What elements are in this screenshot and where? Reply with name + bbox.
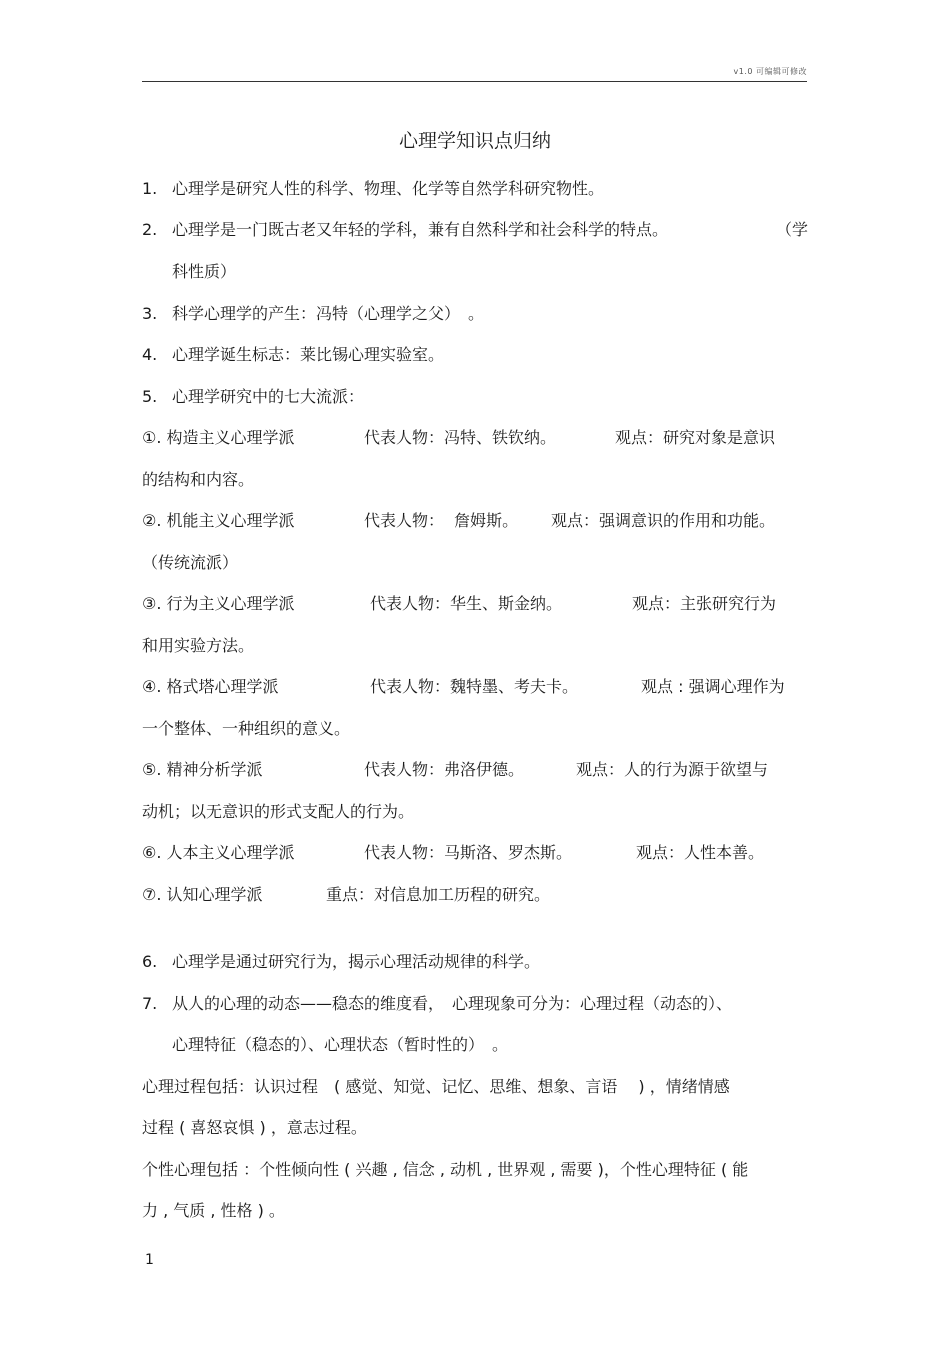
school-viewpoint: 观点：研究对象是意识: [615, 428, 776, 447]
item-text: 科学心理学的产生：冯特（心理学之父） 。: [172, 304, 485, 323]
school-viewpoint: 观点：强调意识的作用和功能。: [551, 511, 776, 530]
school-name: ③. 行为主义心理学派: [142, 594, 295, 613]
school-representatives: 代表人物：冯特、铁钦纳。: [364, 428, 557, 447]
item-number: 3.: [142, 304, 158, 323]
item-text: 心理学诞生标志：莱比锡心理实验室。: [172, 345, 445, 364]
school-viewpoint-cont: 的结构和内容。: [142, 470, 255, 489]
header-version-label: v1.0 可编辑可修改: [733, 67, 807, 76]
item-text: 心理学是研究人性的科学、物理、化学等自然学科研究物性。: [172, 179, 605, 198]
paragraph-line: 力 , 气质 , 性格 ) 。: [142, 1201, 285, 1220]
school-name: ⑦. 认知心理学派: [142, 885, 263, 904]
school-viewpoint-cont: 一个整体、一种组织的意义。: [142, 719, 351, 738]
school-representatives: 代表人物： 詹姆斯。: [364, 511, 519, 530]
school-viewpoint-cont: 动机；以无意识的形式支配人的行为。: [142, 802, 415, 821]
item-number: 4.: [142, 345, 158, 364]
item-number: 6.: [142, 952, 158, 971]
paragraph-line: 过程 ( 喜怒哀惧 ) ，意志过程。: [142, 1118, 367, 1137]
school-representatives: 代表人物：马斯洛、罗杰斯。: [364, 843, 573, 862]
header-rule: [142, 81, 807, 82]
school-name: ②. 机能主义心理学派: [142, 511, 295, 530]
item-number: 7.: [142, 994, 158, 1013]
school-focus: 重点：对信息加工历程的研究。: [326, 885, 551, 904]
item-text: 心理学是一门既古老又年轻的学科，兼有自然科学和社会科学的特点。: [172, 220, 669, 239]
page-number: 1: [145, 1252, 154, 1268]
paragraph-line: 个性心理包括 ：个性倾向性 ( 兴趣 , 信念 , 动机 , 世界观 , 需要 )，个性心理特征 ( 能: [142, 1160, 749, 1179]
school-viewpoint: 观点：人性本善。: [636, 843, 765, 862]
school-representatives: 代表人物：弗洛伊德。: [364, 760, 525, 779]
item-text: 心理学研究中的七大流派：: [172, 387, 365, 406]
school-name: ⑥. 人本主义心理学派: [142, 843, 295, 862]
item-text-cont: 科性质）: [172, 262, 237, 281]
school-viewpoint-cont: 和用实验方法。: [142, 636, 255, 655]
school-representatives: 代表人物：华生、斯金纳。: [370, 594, 563, 613]
item-text-cont: 心理特征（稳态的）、心理状态（暂时性的） 。: [172, 1035, 509, 1054]
school-viewpoint: 观点：主张研究行为: [632, 594, 777, 613]
item-number: 1.: [142, 179, 158, 198]
school-viewpoint: 观点：人的行为源于欲望与: [576, 760, 769, 779]
item-text: 从人的心理的动态——稳态的维度看， 心理现象可分为：心理过程（动态的）、: [172, 994, 733, 1013]
page-title: 心理学知识点归纳: [398, 130, 551, 152]
school-viewpoint-cont: （传统流派）: [142, 553, 239, 572]
item-number: 5.: [142, 387, 158, 406]
school-name: ⑤. 精神分析学派: [142, 760, 263, 779]
school-name: ④. 格式塔心理学派: [142, 677, 279, 696]
paragraph-line: 心理过程包括：认识过程 ( 感觉、知觉、记忆、思维、想象、言语 ) ，情绪情感: [142, 1077, 730, 1096]
school-representatives: 代表人物：魏特墨、考夫卡。: [370, 677, 579, 696]
school-name: ①. 构造主义心理学派: [142, 428, 295, 447]
item-number: 2.: [142, 220, 158, 239]
item-text: 心理学是通过研究行为，揭示心理活动规律的科学。: [172, 952, 541, 971]
school-viewpoint: 观点 : 强调心理作为: [641, 677, 785, 696]
item-text-tail: （学: [776, 220, 809, 239]
